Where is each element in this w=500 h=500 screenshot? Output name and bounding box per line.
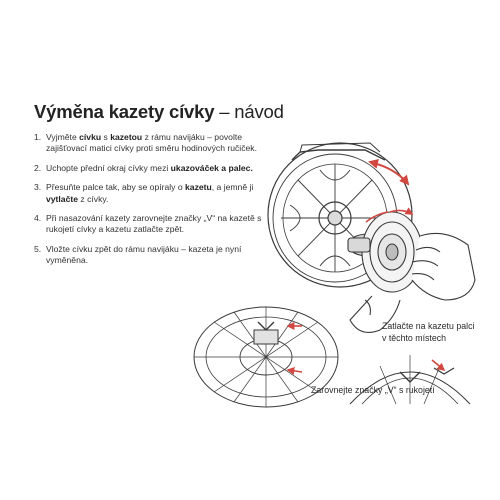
step-item [34, 213, 272, 235]
step-emphasis: kazetu [185, 182, 212, 193]
step-text: Přesuňte palce tak, aby se opíraly o [46, 182, 186, 193]
step-text: Při nasazování kazety zarovnejte značky „V“ na kazetě s rukojetí cívky a kazetu zatlačte zpět. [46, 213, 262, 235]
instruction-steps [34, 132, 272, 275]
step-text: Uchopte přední okraj cívky mezi [46, 162, 171, 173]
step-item [34, 182, 272, 204]
step-text: z rámu navijáku – povolte zajišťovací matici cívky proti směru hodinových ručiček. [46, 132, 257, 154]
step-item [34, 163, 272, 174]
step-number: 2. [34, 162, 42, 173]
step-emphasis: cívku [79, 132, 102, 142]
step-emphasis: ukazováček a palec. [170, 162, 253, 173]
annotation-press-line: Zatlačte na kazetu palci [382, 321, 475, 331]
step-number: 3. [34, 182, 42, 193]
step-emphasis: vytlačte [46, 193, 79, 204]
step-number: 4. [34, 213, 42, 224]
annotation-press [382, 320, 474, 344]
spool-drawing [348, 212, 475, 332]
annotation-press-line: v těchto místech [382, 333, 447, 343]
step-text: , a jemně ji [211, 182, 254, 193]
press-arrows [288, 326, 302, 372]
title-bold: Výměna kazety cívky [34, 101, 215, 122]
step-emphasis: kazetou [110, 132, 143, 142]
step-item [34, 132, 272, 154]
step-text: s [101, 132, 111, 142]
page-title [34, 101, 284, 123]
title-rest: – návod [214, 101, 284, 122]
step-text: z cívky. [78, 193, 109, 204]
step-item [34, 244, 272, 266]
step-text: Vložte cívku zpět do rámu navijáku – kazeta je nyní vyměněna. [46, 243, 242, 266]
cassette-detail-right [350, 355, 470, 404]
step-text: Vyjměte [46, 132, 80, 142]
annotation-align: Zarovnejte značky „V“ s rukojetí [311, 385, 435, 395]
step-number: 1. [34, 132, 42, 142]
step-number: 5. [34, 243, 42, 254]
